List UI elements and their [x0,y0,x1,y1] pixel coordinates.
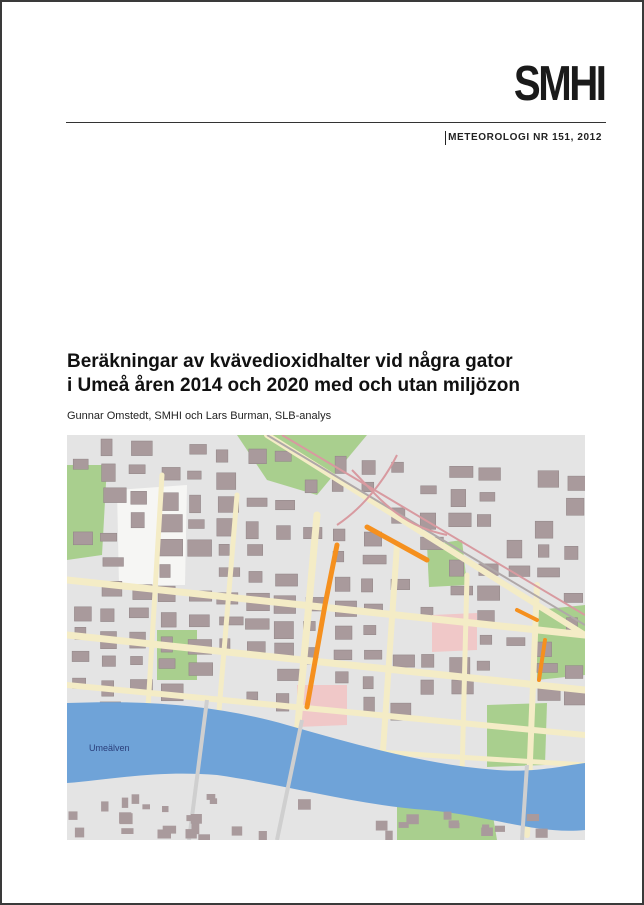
building-block [364,650,382,659]
building-block [507,638,525,646]
building-block [102,464,116,482]
building-block [538,568,560,577]
building-block [538,545,549,558]
title-line-2: i Umeå åren 2014 och 2020 med och utan miljözon [67,375,520,396]
building-block [191,814,202,824]
building-block [362,461,375,475]
building-block [131,441,152,456]
building-block [449,513,472,527]
building-block [73,532,92,545]
building-block [536,829,548,838]
smhi-logo: SMHI [513,57,604,111]
building-block [131,656,143,664]
building-block [277,526,291,540]
building-block [538,471,559,488]
building-block [119,812,131,823]
building-block [249,571,262,582]
building-block [129,465,145,474]
title-line-1: Beräkningar av kvävedioxidhalter vid några gator [67,351,513,372]
building-block [449,823,459,829]
building-block [399,822,409,828]
building-block [421,680,434,694]
series-label: METEOROLOGI NR 151, 2012 [445,131,602,145]
building-block [101,609,115,622]
building-block [122,798,128,808]
building-block [188,471,202,479]
building-block [161,493,179,511]
building-block [75,828,84,838]
building-block [363,677,373,689]
building-block [535,521,553,538]
building-block [364,697,375,712]
building-block [162,806,169,812]
building-block [478,611,495,622]
building-block [160,515,182,533]
building-block [159,659,175,669]
building-block [245,619,269,630]
building-block [565,546,578,559]
building-block [189,615,209,627]
building-block [275,451,291,461]
building-block [198,834,210,840]
building-block [444,812,452,820]
building-block [364,625,376,634]
building-block [495,826,505,832]
building-block [72,651,89,661]
building-block [131,491,147,504]
building-block [480,635,492,644]
building-block [478,586,500,601]
building-block [480,492,495,501]
building-block [103,558,124,567]
building-block [192,823,200,834]
building-block [564,593,583,602]
building-block [232,826,243,835]
building-block [248,545,263,556]
building-block [101,801,108,811]
building-block [219,544,229,555]
building-block [159,539,183,556]
city-map-image [67,435,585,840]
building-block [479,468,501,481]
building-block [216,450,228,462]
building-block [451,489,466,506]
building-block [189,520,205,529]
building-block [274,622,293,639]
building-block [276,500,295,510]
building-block [249,449,267,464]
building-block [74,607,91,621]
building-block [363,555,386,564]
building-block [566,498,584,515]
building-block [450,466,473,477]
building-block [210,798,217,804]
building-block [507,540,522,558]
building-block [361,579,372,592]
building-block [189,663,213,676]
building-block [73,459,88,469]
building-block [333,529,345,541]
building-block [527,814,539,821]
building-block [449,560,463,576]
building-block [217,473,236,490]
building-block [481,828,493,837]
building-block [278,669,301,681]
building-block [385,831,392,840]
building-block [298,799,311,810]
building-block [477,661,490,670]
building-block [247,498,267,507]
building-block [104,488,127,503]
header-rule [66,122,606,123]
building-block [102,656,115,667]
building-block [121,828,133,834]
building-block [163,826,176,834]
building-block [565,666,583,679]
building-block [247,692,258,700]
building-block [190,444,207,454]
building-block [69,811,78,820]
building-block [422,654,434,667]
building-block [101,439,112,456]
building-block [477,515,491,527]
river-label: Umeälven [89,743,130,753]
authors-line: Gunnar Omstedt, SMHI och Lars Burman, SLB-analys [67,410,332,422]
building-block [336,672,349,683]
building-block [162,467,180,480]
building-block [129,608,148,618]
building-block [132,794,140,804]
building-block [334,650,352,660]
building-block [259,831,267,840]
building-block [393,655,415,667]
building-block [568,476,585,490]
building-block [276,574,298,586]
building-block [100,533,116,541]
building-block [142,804,150,809]
building-block [220,617,244,625]
building-block [161,613,176,628]
building-block [190,495,201,513]
building-block [160,565,170,578]
building-block [188,540,212,557]
building-block [247,642,265,653]
building-block [451,586,473,595]
report-title [67,350,607,398]
building-block [131,513,144,528]
building-block [246,522,258,539]
building-block [376,821,388,831]
building-block [335,626,352,639]
building-block [335,577,350,591]
building-block [421,486,437,494]
building-block [305,480,317,493]
